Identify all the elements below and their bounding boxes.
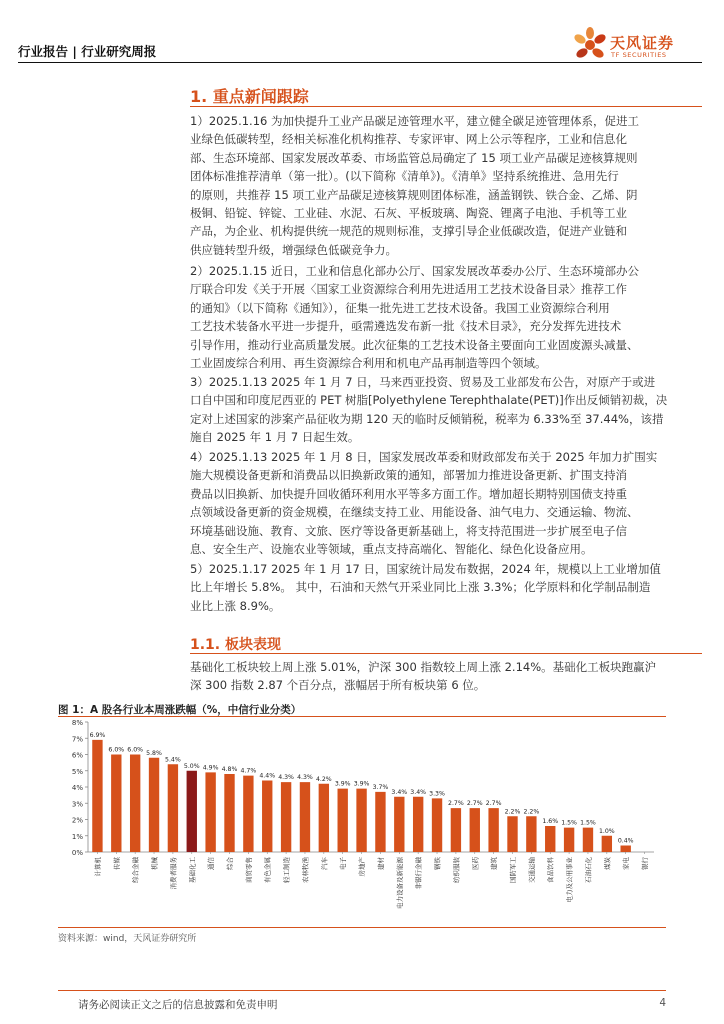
bar-18: [413, 797, 423, 852]
x-category-label: 银行: [641, 857, 650, 870]
x-category-label: 食品饮料: [546, 857, 555, 883]
bar-24: [526, 816, 536, 852]
bar-value-label: 5.8%: [146, 749, 162, 757]
x-category-label: 综合: [226, 857, 234, 870]
sector-summary: [190, 658, 670, 695]
y-tick-label: 2%: [71, 816, 83, 825]
x-category-label: 煤炭: [603, 857, 612, 870]
x-category-label: 基础化工: [188, 857, 197, 883]
bar-1: [92, 740, 102, 852]
news-line: 定对上述国家的涉案产品征收为期 120 天的临时反倾销税，税率为 6.33%至 37.44%，该措: [190, 411, 664, 426]
x-category-label: 家电: [622, 857, 631, 870]
bar-4: [149, 758, 159, 852]
news-item: [190, 560, 670, 615]
y-tick-label: 0%: [71, 849, 83, 857]
bar-22: [488, 808, 498, 852]
news-line: 团体标准推荐清单（第一批）。(以下简称《清单》)。《清单》坚持系统推进、急用先行: [190, 169, 619, 184]
bar-value-label: 3.4%: [391, 788, 408, 796]
x-category-label: 医药: [471, 857, 480, 870]
x-category-label: 电力设备及新能源: [395, 857, 404, 909]
x-category-label: 通信: [207, 857, 216, 870]
news-line: 施大规模设备更新和消费品以旧换新政策的通知，部署加力推进设备更新、扩围支持消: [190, 468, 627, 483]
x-category-label: 轻工制造: [282, 857, 291, 883]
bar-6: [187, 771, 197, 852]
bar-value-label: 5.0%: [183, 762, 200, 770]
x-category-label: 房地产: [358, 857, 367, 877]
bar-value-label: 2.7%: [448, 800, 464, 808]
bar-value-label: 4.4%: [259, 772, 276, 780]
news-item: [190, 262, 670, 372]
news-line: 引导作用，推动行业高质量发展。此次征集的工艺技术设备主要面向工业固废源头减量、: [190, 337, 639, 352]
x-category-label: 纺织服装: [452, 857, 461, 883]
bar-value-label: 5.4%: [165, 756, 181, 764]
bar-16: [375, 792, 385, 852]
bar-value-label: 4.3%: [297, 774, 313, 782]
x-category-label: 有色金属: [263, 857, 272, 883]
sector-line: 深 300 指数 2.87 个百分点，涨幅居于所有板块第 6 位。: [190, 678, 486, 693]
bar-value-label: 3.9%: [334, 780, 351, 788]
x-category-label: 传媒: [112, 857, 121, 870]
x-category-label: 国防军工: [509, 857, 517, 883]
footer-divider: [58, 990, 666, 991]
bar-8: [224, 774, 234, 852]
bar-value-label: 3.4%: [410, 788, 427, 796]
news-line: 息、安全生产、设施农业等领域，重点支持高端化、智能化、绿色化设备应用。: [190, 542, 593, 557]
bar-12: [300, 782, 310, 852]
news-line: 工艺技术装备水平进一步提升，亟需遴选发布新一批《技术目录》，充分发挥先进技术: [190, 319, 622, 334]
bar-value-label: 4.8%: [221, 766, 238, 773]
bar-value-label: 2.7%: [485, 800, 502, 808]
news-line: 比上年增长 5.8%。 其中，石油和天然气开采业同比上涨 3.3%；化学原料和化学制品制造: [190, 580, 651, 595]
news-line: 极铜、铅锭、锌锭、工业硅、水泥、石灰、平板玻璃、陶瓷、锂离子电池、手机等工业: [190, 206, 627, 221]
logo-flower-icon: [570, 24, 610, 64]
x-category-label: 农林牧渔: [301, 857, 310, 883]
bar-23: [507, 816, 517, 852]
bar-value-label: 2.2%: [523, 808, 540, 816]
x-category-label: 汽车: [320, 857, 329, 870]
bar-5: [168, 764, 178, 852]
bar-value-label: 4.9%: [202, 764, 219, 772]
news-item: [190, 448, 670, 558]
news-line: 4）2025.1.13 2025 年 1 月 8 日，国家发展改革委和财政部发布关于 2025 年加力扩围实: [190, 450, 658, 464]
news-line: 5）2025.1.17 2025 年 1 月 17 日，国家统计局发布数据，2024 年，规模以上工业增加值: [190, 562, 661, 576]
bar-value-label: 0.4%: [617, 837, 634, 845]
news-line: 的通知》（以下简称《通知》），征集一批先进工艺技术设备。我国工业资源综合利用: [190, 300, 610, 315]
bar-14: [338, 789, 348, 852]
footer-disclaimer: 请务必阅读正文之后的信息披露和免责申明: [78, 999, 278, 1011]
x-category-label: 机械: [150, 857, 159, 870]
bar-13: [319, 784, 329, 852]
bar-7: [205, 772, 215, 852]
bar-value-label: 4.2%: [315, 775, 332, 783]
logo-name-cn: 天风证券: [610, 34, 675, 52]
news-line: 产品，为企业、机构提供统一规范的规则标准，支撑引导企业低碳改造，促进产业链和: [190, 224, 627, 239]
bar-value-label: 4.3%: [278, 774, 294, 782]
bar-19: [432, 798, 442, 852]
x-category-label: 建材: [376, 857, 385, 870]
news-line: 1）2025.1.16 为加快提升工业产品碳足迹管理水平，建立健全碳足迹管理体系，促进工: [190, 114, 639, 128]
news-line: 口自中国和印度尼西亚的 PET 树脂[Polyethylene Terephthalate(PET)]作出反倾销初裁，决: [190, 393, 668, 408]
news-line: 的原则，共推荐 15 项工业产品碳足迹核算规则团体标准，涵盖钢铁、铁合金、乙烯、阴: [190, 187, 638, 202]
bar-value-label: 1.6%: [542, 818, 559, 825]
x-category-label: 非银行金融: [414, 857, 423, 890]
bar-value-label: 2.7%: [466, 800, 483, 808]
bar-20: [451, 808, 461, 852]
section-title-news: 1. 重点新闻跟踪: [190, 87, 309, 106]
news-line: 工业固废综合利用、再生资源综合利用和机电产品再制造等四个领域。: [190, 356, 547, 371]
y-tick-label: 8%: [71, 719, 83, 727]
bar-3: [130, 755, 140, 853]
x-category-label: 计算机: [93, 857, 102, 877]
news-item: [190, 112, 670, 259]
page-number: 4: [659, 997, 666, 1009]
figure-bottom-rule: [58, 927, 666, 928]
section-divider: [190, 106, 702, 107]
bar-2: [111, 755, 121, 853]
x-category-label: 电子: [339, 857, 348, 870]
bar-value-label: 3.9%: [353, 780, 370, 788]
sector-line: 基础化工板块较上周上涨 5.01%，沪深 300 指数较上周上涨 2.14%。基础化工板块跑赢沪: [190, 660, 657, 674]
bar-10: [262, 781, 272, 853]
news-line: 业比上涨 8.9%。: [190, 598, 281, 613]
x-category-label: 消费者服务: [169, 857, 178, 890]
logo-name-en: TF SECURITIES: [611, 51, 667, 59]
x-category-label: 电力及公用事业: [565, 857, 574, 903]
bar-value-label: 3.7%: [372, 783, 389, 791]
y-tick-label: 6%: [71, 751, 83, 760]
bar-value-label: 6.0%: [108, 746, 125, 754]
x-category-label: 综合金融: [131, 857, 140, 883]
y-tick-label: 7%: [71, 735, 83, 744]
bar-21: [470, 808, 480, 852]
bar-15: [356, 789, 366, 852]
x-category-label: 商贸零售: [244, 857, 253, 883]
news-line: 业绿色低碳转型，经相关标准化机构推荐、专家评审、网上公示等程序，工业和信息化: [190, 132, 627, 147]
bar-9: [243, 776, 253, 852]
bar-value-label: 6.0%: [127, 746, 144, 754]
bar-value-label: 3.3%: [429, 790, 445, 798]
section-title-sector: 1.1. 板块表现: [190, 637, 281, 653]
bar-28: [602, 836, 612, 852]
news-line: 部、生态环境部、国家发展改革委、市场监管总局确定了 15 项工业产品碳足迹核算规则: [190, 150, 638, 165]
bar-value-label: 1.0%: [598, 827, 615, 835]
news-line: 环境基础设施、教育、文旅、医疗等设备更新基础上，将支持范围进一步扩展至电子信: [190, 523, 627, 538]
bar-29: [621, 846, 631, 853]
bar-11: [281, 782, 291, 852]
x-category-label: 石油石化: [584, 857, 593, 883]
bar-value-label: 2.2%: [504, 808, 521, 816]
bar-25: [545, 826, 555, 852]
news-line: 3）2025.1.13 2025 年 1 月 7 日，马来西亚投资、贸易及工业部发布公告，对原产于或进: [190, 375, 656, 389]
bar-value-label: 1.5%: [580, 819, 596, 827]
x-category-label: 建筑: [490, 857, 499, 870]
news-line: 费品以旧换新、加快提升回收循环利用水平等多方面工作。增加超长期特别国债支持重: [190, 486, 627, 501]
subsection-divider: [190, 653, 702, 654]
news-line: 点领域设备更新的资金规模，在继续支持工业、用能设备、油气电力、交通运输、物流、: [190, 505, 639, 520]
figure-title: 图 1：A 股各行业本周涨跌幅（%，中信行业分类）: [58, 704, 302, 716]
news-item: [190, 373, 670, 447]
bar-17: [394, 797, 404, 852]
bar-27: [583, 828, 593, 852]
news-line: 厅联合印发《关于开展〈国家工业资源综合利用先进适用工艺技术设备目录〉推荐工作: [190, 282, 627, 297]
figure-source: 资料来源：wind，天风证券研究所: [58, 934, 197, 944]
x-category-label: 交通运输: [527, 857, 536, 883]
news-line: 2）2025.1.15 近日，工业和信息化部办公厅、国家发展改革委办公厅、生态环境部办公: [190, 264, 639, 278]
company-logo: [570, 24, 705, 64]
y-tick-label: 3%: [71, 800, 83, 809]
y-tick-label: 4%: [71, 784, 83, 792]
bar-value-label: 6.9%: [89, 731, 106, 739]
x-category-label: 钢铁: [433, 857, 442, 870]
bar-26: [564, 828, 574, 852]
news-line: 施自 2025 年 1 月 7 日起生效。: [190, 430, 360, 445]
bar-value-label: 4.7%: [240, 767, 257, 775]
bar-value-label: 1.5%: [561, 819, 577, 827]
y-tick-label: 5%: [71, 767, 83, 776]
sector-performance-chart: [58, 716, 666, 926]
y-tick-label: 1%: [71, 832, 83, 841]
report-type-header: 行业报告 | 行业研究周报: [18, 44, 157, 59]
news-line: 供应链转型升级，增强绿色低碳竞争力。: [190, 242, 397, 257]
